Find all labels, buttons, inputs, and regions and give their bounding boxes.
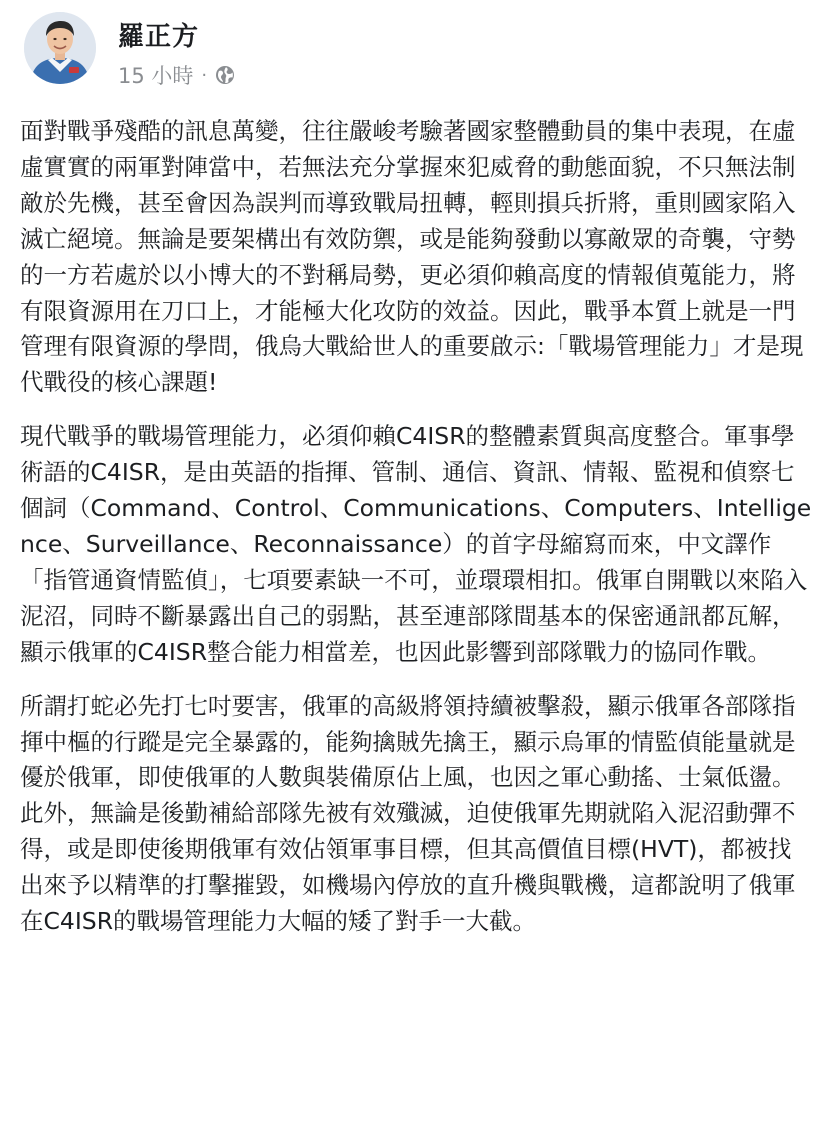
post-paragraph-1: 面對戰爭殘酷的訊息萬變，往往嚴峻考驗著國家整體動員的集中表現，在虛虛實實的兩軍對陣當中，若無法充分掌握來犯威脅的動態面貌，不只無法制敵於先機，甚至會因為誤判而導致戰局扭轉，輕則損兵折將，重則國家陷入滅亡絕境。無論是要架構出有效防禦，或是能夠發動以寡敵眾的奇襲，守勢的一方若處於以小博大的不對稱局勢，更必須仰賴高度的情報偵蒐能力，將有限資源用在刀口上，才能極大化攻防的效益。因此，戰爭本質上就是一門管理有限資源的學問，俄烏大戰給世人的重要啟示:「戰場管理能力」才是現代戰役的核心課題!	[20, 117, 804, 397]
post-content	[20, 114, 812, 958]
post-meta	[118, 60, 235, 90]
author-avatar[interactable]	[24, 12, 96, 84]
meta-separator: ·	[201, 64, 208, 86]
post-paragraph-2: 現代戰爭的戰場管理能力，必須仰賴C4ISR的整體素質與高度整合。軍事學術語的C4ISR，是由英語的指揮、管制、通信、資訊、情報、監視和偵察七個詞（Command、Control、Communications、Computers、Intelligence、Surveillance、Reconnaissance）的首字母縮寫而來，中文譯作「指管通資情監偵」，七項要素缺一不可，並環環相扣。俄軍自開戰以來陷入泥沼，同時不斷暴露出自己的弱點，甚至連部隊間基本的保密通訊都瓦解，顯示俄軍的C4ISR整合能力相當差，也因此影響到部隊戰力的協同作戰。	[20, 422, 812, 666]
post-paragraph-3: 所謂打蛇必先打七吋要害，俄軍的高級將領持續被擊殺，顯示俄軍各部隊指揮中樞的行蹤是完全暴露的，能夠擒賊先擒王，顯示烏軍的情監偵能量就是優於俄軍，即使俄軍的人數與裝備原佔上風，也因之軍心動搖、士氣低盪。此外，無論是後勤補給部隊先被有效殲滅，迫使俄軍先期就陷入泥沼動彈不得，或是即使後期俄軍有效佔領軍事目標，但其高價值目標(HVT)，都被找出來予以精準的打擊摧毀，如機場內停放的直升機與戰機，這都說明了俄軍在C4ISR的戰場管理能力大幅的矮了對手一大截。	[20, 691, 796, 936]
globe-icon[interactable]	[215, 65, 235, 85]
profile-photo	[24, 12, 96, 84]
post-header	[0, 0, 828, 110]
post-timestamp[interactable]: 15 小時	[118, 64, 194, 88]
author-name[interactable]: 羅正方	[118, 22, 200, 52]
